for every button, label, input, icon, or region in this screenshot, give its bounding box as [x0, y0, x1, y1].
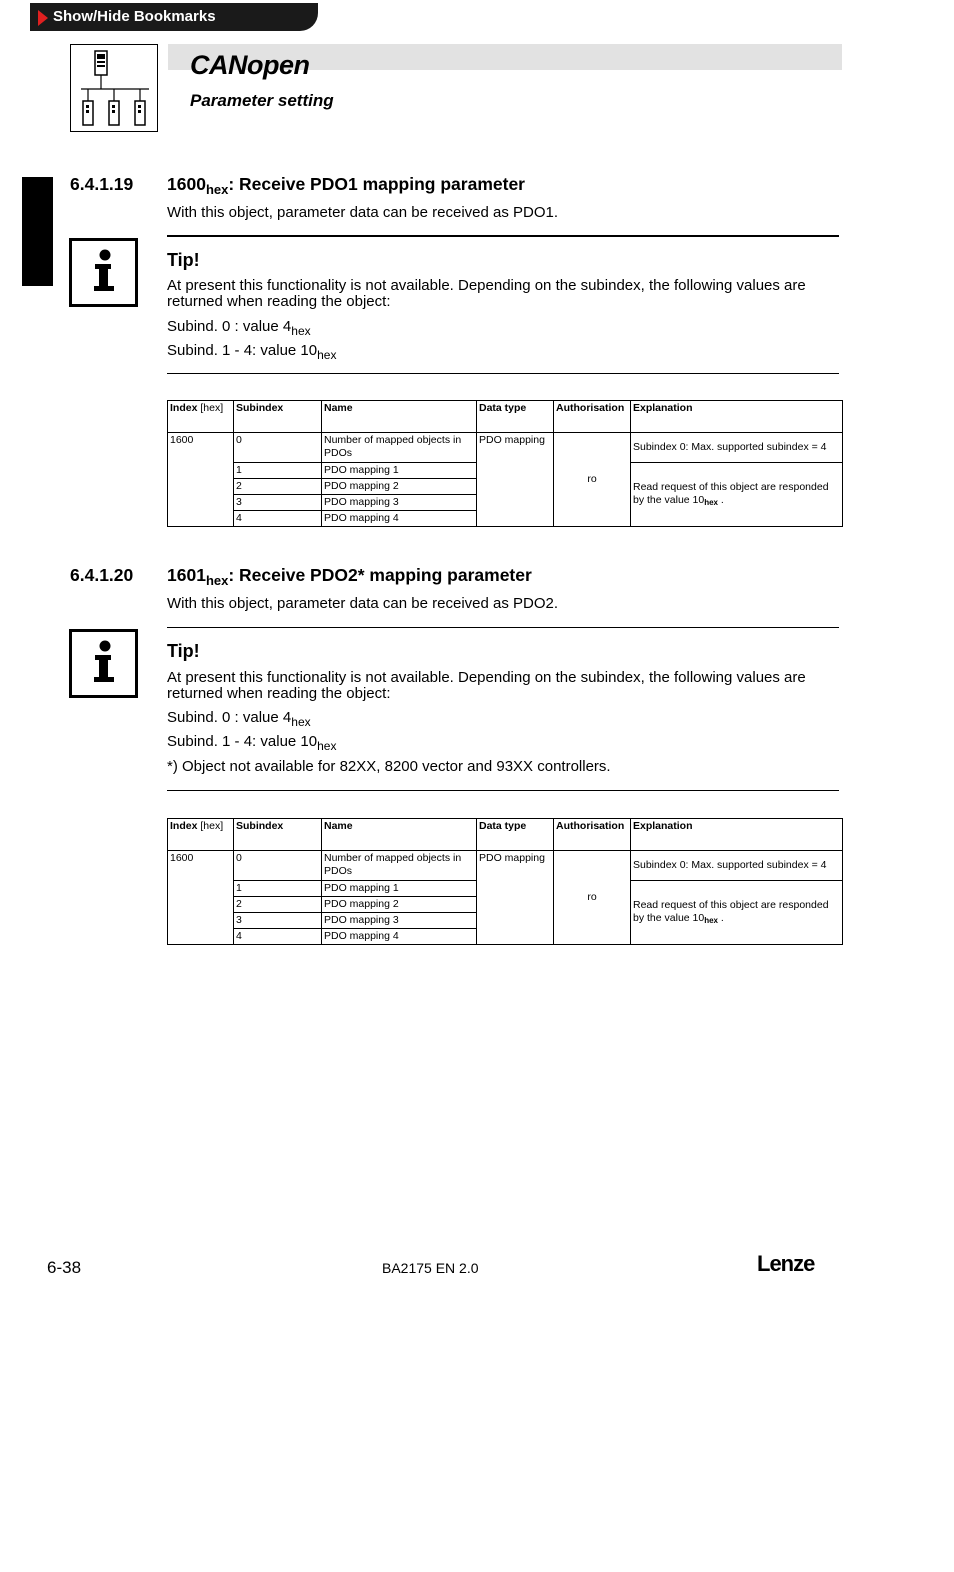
cell-subindex: 0: [234, 851, 322, 881]
tip-bottom-rule: [167, 373, 839, 374]
cell-subindex: 3: [234, 495, 322, 511]
cell-subindex: 1: [234, 881, 322, 897]
mapping-parameter-table: [167, 400, 843, 527]
tip-top-rule: [167, 235, 839, 237]
cell-subindex: 4: [234, 929, 322, 945]
col-header-index: Index [hex]: [168, 401, 234, 433]
table-row: [168, 433, 843, 463]
cell-subindex: 1: [234, 463, 322, 479]
col-header-data-type: Data type: [477, 819, 554, 851]
col-header-data-type: Data type: [477, 401, 554, 433]
tip-heading: Tip!: [167, 250, 200, 270]
col-header-subindex: Subindex: [234, 401, 322, 433]
tip-bottom-rule: [167, 790, 839, 791]
cell-index: 1600: [168, 851, 234, 945]
mapping-parameter-table: [167, 818, 843, 945]
cell-name: PDO mapping 3: [322, 495, 477, 511]
tip-text: At present this functionality is not available. Depending on the subindex, the following values are returned when reading the object:: [167, 277, 806, 310]
cell-name: PDO mapping 4: [322, 511, 477, 527]
tip-text: At present this functionality is not available. Depending on the subindex, the following values are returned when reading the object:: [167, 669, 806, 702]
cell-subindex: 2: [234, 897, 322, 913]
section-number: 6.4.1.20: [70, 565, 134, 585]
network-diagram-icon: [70, 44, 158, 132]
section-intro: With this object, parameter data can be received as PDO2.: [167, 595, 559, 612]
cell-subindex: 0: [234, 433, 322, 463]
cell-name: PDO mapping 2: [322, 897, 477, 913]
col-header-name: Name: [322, 819, 477, 851]
chapter-tab-marker: [22, 177, 53, 286]
col-header-explanation: Explanation: [631, 819, 843, 851]
table-header-row: [168, 401, 843, 433]
table-row: [168, 851, 843, 881]
cell-name: PDO mapping 1: [322, 881, 477, 897]
tip-footnote: *) Object not available for 82XX, 8200 vector and 93XX controllers.: [167, 758, 611, 775]
triangle-right-icon: [38, 10, 48, 26]
col-header-name: Name: [322, 401, 477, 433]
cell-authorisation: ro: [554, 851, 631, 945]
cell-index: 1600: [168, 433, 234, 527]
show-hide-bookmarks-button[interactable]: [30, 3, 318, 31]
page-title: CANopen: [190, 50, 310, 80]
document-id: BA2175 EN 2.0: [382, 1260, 479, 1276]
cell-name: Number of mapped objects in PDOs: [322, 433, 477, 463]
col-header-authorisation: Authorisation: [554, 401, 631, 433]
cell-subindex: 3: [234, 913, 322, 929]
cell-explanation: Read request of this object are responded by the value $10_{hex}$ .: [631, 881, 843, 945]
cell-subindex: 4: [234, 511, 322, 527]
col-header-explanation: Explanation: [631, 401, 843, 433]
cell-name: PDO mapping 1: [322, 463, 477, 479]
cell-subindex: 2: [234, 479, 322, 495]
tip-subindex-line-1: Subind. 0 : value $4_{hex}$: [167, 709, 311, 729]
info-icon: [69, 629, 138, 698]
page-subtitle: Parameter setting: [190, 91, 334, 110]
section-title: $1601_{hex}$: Receive PDO2* mapping parameter: [167, 565, 532, 588]
info-icon: [69, 238, 138, 307]
cell-explanation: Subindex 0: Max. supported subindex = 4: [631, 851, 843, 881]
tip-subindex-line-2: Subind. 1 - 4: value $10_{hex}$: [167, 342, 337, 362]
table-header-row: [168, 819, 843, 851]
section-title: $1600_{hex}$: Receive PDO1 mapping parameter: [167, 174, 525, 197]
tip-subindex-line-1: Subind. 0 : value $4_{hex}$: [167, 318, 311, 338]
cell-explanation: Read request of this object are responded by the value $10_{hex}$ .: [631, 463, 843, 527]
tip-heading: Tip!: [167, 641, 200, 661]
cell-data-type: PDO mapping: [477, 851, 554, 945]
tip-subindex-line-2: Subind. 1 - 4: value $10_{hex}$: [167, 733, 337, 753]
cell-name: PDO mapping 3: [322, 913, 477, 929]
section-number: 6.4.1.19: [70, 174, 134, 194]
cell-name: PDO mapping 2: [322, 479, 477, 495]
brand-logo: Lenze: [757, 1251, 815, 1276]
bookmarks-label: Show/Hide Bookmarks: [53, 8, 216, 25]
col-header-index: Index [hex]: [168, 819, 234, 851]
page-number: 6-38: [47, 1258, 82, 1277]
col-header-subindex: Subindex: [234, 819, 322, 851]
section-intro: With this object, parameter data can be received as PDO1.: [167, 204, 559, 221]
cell-data-type: PDO mapping: [477, 433, 554, 527]
cell-name: PDO mapping 4: [322, 929, 477, 945]
col-header-authorisation: Authorisation: [554, 819, 631, 851]
tip-top-rule: [167, 627, 839, 628]
cell-name: Number of mapped objects in PDOs: [322, 851, 477, 881]
cell-explanation: Subindex 0: Max. supported subindex = 4: [631, 433, 843, 463]
cell-authorisation: ro: [554, 433, 631, 527]
